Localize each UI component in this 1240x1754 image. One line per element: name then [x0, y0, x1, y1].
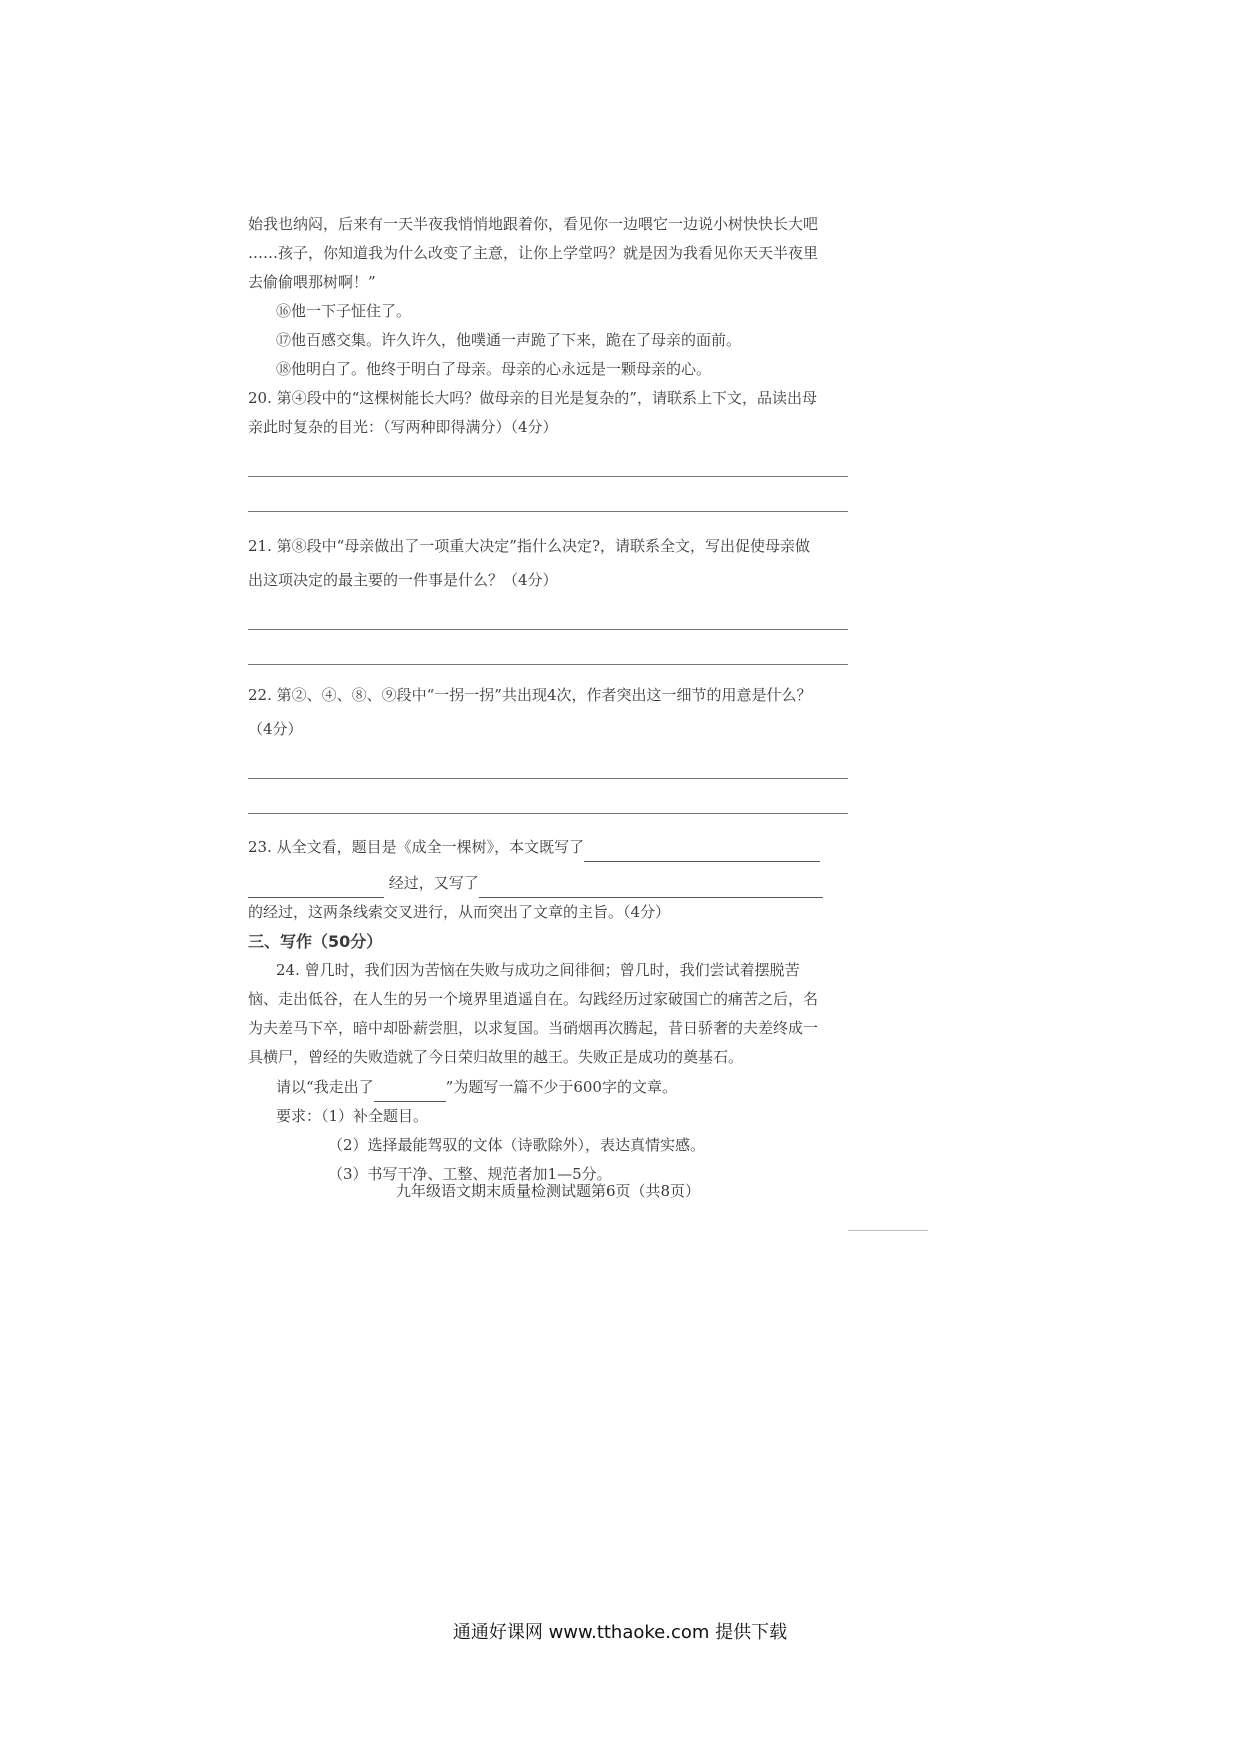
- exam-content: [248, 210, 848, 1189]
- question-21-cont: 出这项决定的最主要的一件事是什么？（4分）: [248, 571, 558, 589]
- question-22: 22. 第②、④、⑧、⑨段中“一拐一拐”共出现4次，作者突出这一细节的用意是什么？: [248, 686, 812, 704]
- paragraph-18: ⑱他明白了。他终于明白了母亲。母亲的心永远是一颗母亲的心。: [276, 360, 712, 378]
- writing-prompt: 恼、走出低谷，在人生的另一个境界里逍遥自在。勾践经历过家破国亡的痛苦之后，名: [248, 990, 819, 1008]
- divider: [848, 1230, 928, 1231]
- question-23-text: 23. 从全文看，题目是《成全一棵树》，本文既写了: [248, 838, 585, 856]
- question-23-cont: [248, 868, 848, 898]
- fill-blank[interactable]: [248, 868, 384, 898]
- writing-prompt: 为夫差马下卒，暗中却卧薪尝胆，以求复国。当硝烟再次腾起，昔日骄奢的夫差终成一: [248, 1019, 819, 1037]
- writing-prompt: 24. 曾几时，我们因为苦恼在失败与成功之间徘徊；曾几时，我们尝试着摆脱苦: [276, 961, 800, 979]
- passage-line: 始我也纳闷，后来有一天半夜我悄悄地跟着你，看见你一边喂它一边说小树快快长大吧: [248, 215, 819, 233]
- title-blank[interactable]: [374, 1072, 446, 1102]
- question-22-cont: （4分）: [248, 720, 303, 738]
- essay-title-instruction: [248, 1072, 848, 1102]
- question-23: [248, 832, 848, 862]
- question-20: 20. 第④段中的“这棵树能长大吗？做母亲的目光是复杂的”，请联系上下文，品读出母: [248, 389, 817, 407]
- requirement: 要求：（1）补全题目。: [276, 1107, 429, 1125]
- question-21: 21. 第⑧段中“母亲做出了一项重大决定”指什么决定?，请联系全文，写出促使母亲做: [248, 537, 811, 555]
- question-20-cont: 亲此时复杂的目光：（写两种即得满分）（4分）: [248, 418, 558, 436]
- question-23-end: 的经过，这两条线索交叉进行，从而突出了文章的主旨。（4分）: [248, 903, 671, 921]
- answer-line[interactable]: [248, 779, 848, 814]
- passage-line: ……孩子，你知道我为什么改变了主意，让你上学堂吗？就是因为我看见你天天半夜里: [248, 244, 819, 262]
- answer-line[interactable]: [248, 595, 848, 630]
- answer-line[interactable]: [248, 477, 848, 512]
- writing-prompt: 具横尸，曾经的失败造就了今日荣归故里的越王。失败正是成功的奠基石。: [248, 1048, 744, 1066]
- question-23-text: 经过，又写了: [388, 874, 479, 892]
- instruction-text: 请以“我走出了: [276, 1078, 374, 1096]
- requirement: （3）书写干净、工整、规范者加1—5分。: [328, 1165, 612, 1183]
- instruction-text: ”为题写一篇不少于600字的文章。: [445, 1078, 677, 1096]
- fill-blank[interactable]: [479, 868, 823, 898]
- download-credit: 通通好课网 www.tthaoke.com 提供下载: [452, 1622, 788, 1643]
- requirement: （2）选择最能驾驭的文体（诗歌除外），表达真情实感。: [328, 1136, 706, 1154]
- passage-line: 去偷偷喂那树啊！”: [248, 273, 376, 291]
- paragraph-16: ⑯他一下子怔住了。: [276, 302, 412, 320]
- answer-line[interactable]: [248, 442, 848, 477]
- answer-line[interactable]: [248, 744, 848, 779]
- answer-line[interactable]: [248, 630, 848, 665]
- section-title: 三、写作（50分）: [248, 932, 383, 951]
- page-number: 九年级语文期末质量检测试题第6页（共8页）: [395, 1182, 701, 1200]
- fill-blank[interactable]: [584, 832, 820, 862]
- paragraph-17: ⑰他百感交集。许久许久，他噗通一声跪了下来，跪在了母亲的面前。: [276, 331, 742, 349]
